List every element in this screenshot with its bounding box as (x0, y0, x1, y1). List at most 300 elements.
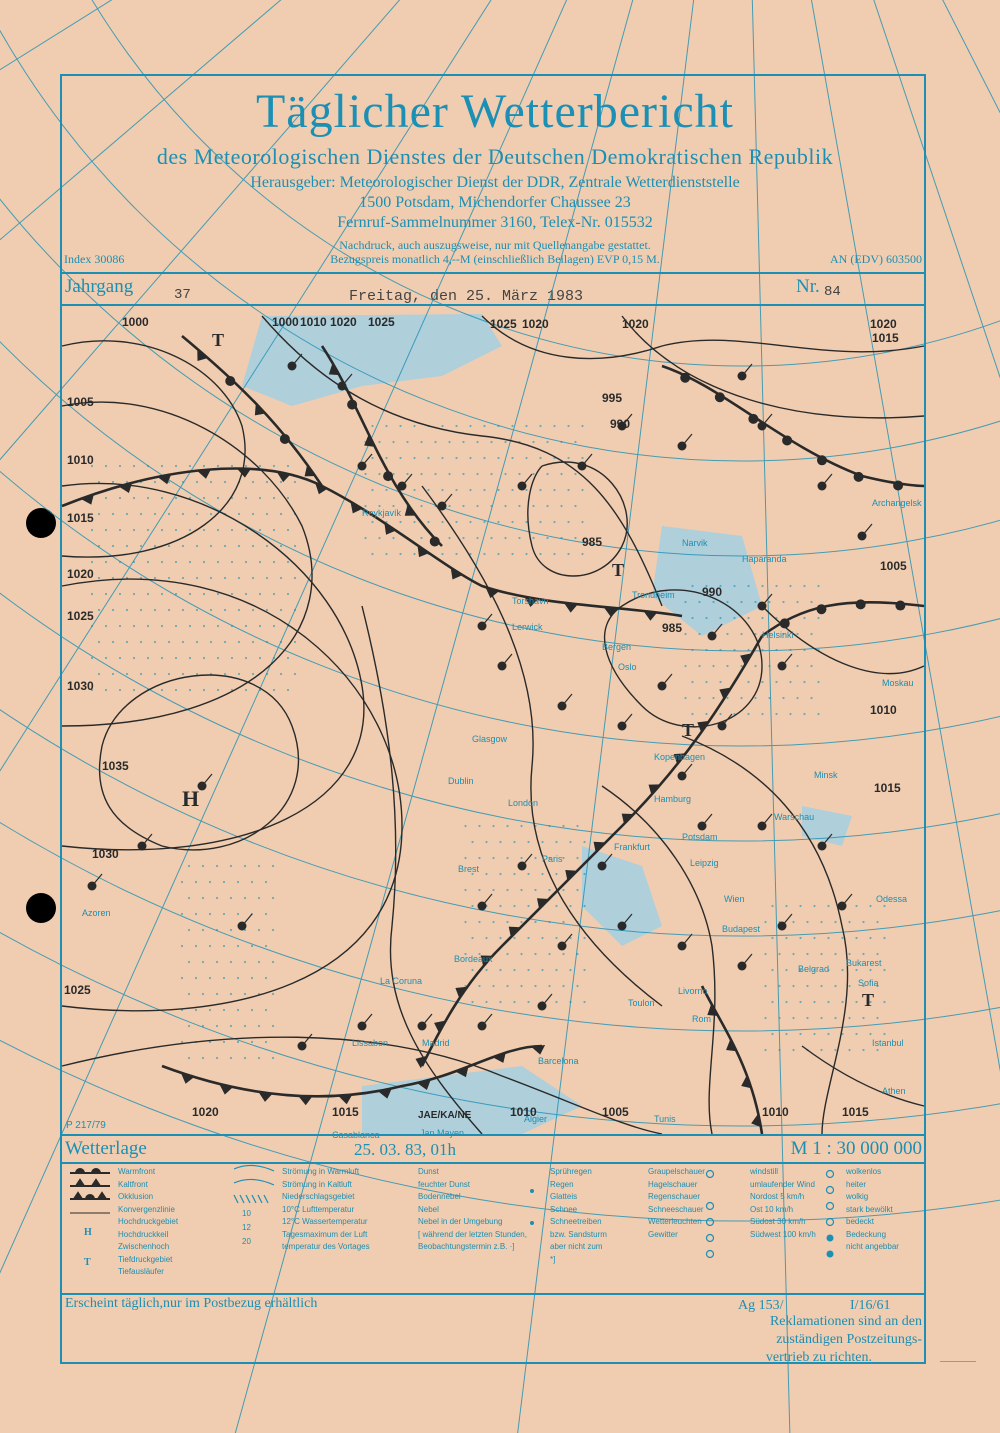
price-notice: Bezugspreis monatlich 4,--M (einschließlich Beilagen) EVP 0,15 M. (330, 252, 660, 266)
precip-dot (112, 609, 114, 611)
precip-dot (161, 689, 163, 691)
precip-dot (876, 1049, 878, 1051)
precip-dot (485, 841, 487, 843)
place-label: Oslo (618, 662, 637, 672)
precip-dot (462, 441, 464, 443)
precip-dot (719, 713, 721, 715)
precip-dot (469, 425, 471, 427)
precip-dot (712, 665, 714, 667)
precip-dot (848, 1017, 850, 1019)
precip-dot (217, 689, 219, 691)
precip-dot (441, 489, 443, 491)
precip-dot (506, 825, 508, 827)
page-title: Täglicher Wetterbericht (255, 85, 734, 138)
precip-dot (848, 921, 850, 923)
precip-dot (455, 553, 457, 555)
precip-dot (581, 489, 583, 491)
precip-dot (471, 1001, 473, 1003)
precip-dot (848, 985, 850, 987)
precip-dot (272, 993, 274, 995)
precip-dot (525, 457, 527, 459)
precip-dot (574, 537, 576, 539)
legend-col3-item: Nebel (418, 1204, 439, 1214)
precip-dot (224, 641, 226, 643)
precip-dot (576, 985, 578, 987)
front-semicircle (895, 601, 905, 611)
precip-dot (105, 561, 107, 563)
precip-dot (569, 905, 571, 907)
precip-dot (203, 465, 205, 467)
precip-dot (126, 673, 128, 675)
precip-dot (273, 625, 275, 627)
precip-dot (548, 953, 550, 955)
precip-dot (133, 625, 135, 627)
precip-dot (883, 1001, 885, 1003)
precip-dot (876, 953, 878, 955)
isobar-label: 1025 (368, 315, 395, 329)
precip-dot (553, 425, 555, 427)
precip-dot (768, 665, 770, 667)
precip-dot (175, 625, 177, 627)
isobar-label: 1000 (122, 315, 149, 329)
precip-dot (252, 673, 254, 675)
precip-dot (560, 537, 562, 539)
precip-dot (789, 681, 791, 683)
precip-dot (237, 977, 239, 979)
legend-col4-item: Schnee (550, 1204, 578, 1214)
isobar-label: 995 (602, 391, 623, 405)
isobar-label: 1020 (522, 317, 549, 331)
precip-dot (258, 929, 260, 931)
edv-number: AN (EDV) 603500 (830, 252, 922, 266)
precip-dot (497, 553, 499, 555)
precip-dot (224, 481, 226, 483)
precip-dot (195, 977, 197, 979)
precip-dot (287, 593, 289, 595)
precip-dot (265, 1009, 267, 1011)
precip-dot (855, 1033, 857, 1035)
precip-dot (560, 441, 562, 443)
punch-hole-bottom (26, 893, 56, 923)
precip-dot (427, 521, 429, 523)
precip-dot (761, 649, 763, 651)
legend-col5-item: Hagelschauer (648, 1179, 698, 1189)
precip-dot (576, 825, 578, 827)
precip-dot (181, 977, 183, 979)
precip-dot (175, 657, 177, 659)
complaint-line-2: zuständigen Postzeitungs- (776, 1332, 922, 1347)
precip-dot (464, 825, 466, 827)
precip-dot (539, 553, 541, 555)
precip-dot (513, 937, 515, 939)
place-label: Lerwick (512, 622, 543, 632)
precip-dot (98, 673, 100, 675)
isobar-label: 1015 (874, 781, 901, 795)
precip-dot (272, 1057, 274, 1059)
precip-dot (91, 657, 93, 659)
precip-dot (520, 825, 522, 827)
place-label: Bukarest (846, 958, 882, 968)
precip-dot (448, 537, 450, 539)
precip-dot (161, 657, 163, 659)
legend-col5-item: Gewitter (648, 1229, 678, 1239)
precip-dot (562, 953, 564, 955)
precip-dot (555, 937, 557, 939)
precip-dot (427, 457, 429, 459)
precip-dot (126, 609, 128, 611)
place-label: Leipzig (690, 858, 719, 868)
precip-dot (490, 537, 492, 539)
precip-dot (476, 505, 478, 507)
precip-dot (799, 937, 801, 939)
precip-dot (799, 1033, 801, 1035)
isobar-label: 990 (702, 585, 723, 599)
precip-dot (244, 865, 246, 867)
precip-dot (238, 673, 240, 675)
precip-dot (778, 985, 780, 987)
precip-dot (265, 881, 267, 883)
isobar-label: 985 (582, 535, 603, 549)
precip-dot (252, 545, 254, 547)
place-label: Livorno (678, 986, 708, 996)
precip-dot (464, 921, 466, 923)
precip-dot (534, 921, 536, 923)
precip-dot (562, 825, 564, 827)
nr-label: Nr. (796, 276, 820, 297)
precip-dot (761, 585, 763, 587)
precip-dot (520, 857, 522, 859)
precip-dot (471, 937, 473, 939)
precip-dot (764, 985, 766, 987)
precip-dot (747, 585, 749, 587)
precip-dot (154, 609, 156, 611)
precip-dot (251, 881, 253, 883)
isobar-label: 1030 (67, 679, 94, 693)
precip-dot (796, 697, 798, 699)
precip-dot (258, 865, 260, 867)
divider-legend-bottom (62, 1293, 924, 1295)
precip-dot (455, 457, 457, 459)
precip-dot (272, 929, 274, 931)
legend-col4-item: Regen (550, 1179, 574, 1189)
precip-dot (462, 473, 464, 475)
complaint-line-3: vertrieb zu richten. (765, 1350, 872, 1365)
precip-dot (280, 545, 282, 547)
legend-col5-item: Graupelschauer (648, 1167, 705, 1176)
precip-dot (195, 913, 197, 915)
precip-dot (740, 697, 742, 699)
precip-dot (527, 905, 529, 907)
precip-dot (161, 625, 163, 627)
precip-dot (464, 857, 466, 859)
place-label: London (508, 798, 539, 808)
precip-dot (569, 969, 571, 971)
precip-dot (803, 585, 805, 587)
precip-dot (490, 441, 492, 443)
precip-dot (161, 561, 163, 563)
precip-dot (244, 993, 246, 995)
precip-dot (378, 537, 380, 539)
isobar-label: 1010 (762, 1105, 789, 1119)
precip-dot (883, 969, 885, 971)
precip-dot (567, 425, 569, 427)
precip-dot (691, 713, 693, 715)
precip-dot (168, 609, 170, 611)
front-semicircle (280, 434, 290, 444)
precip-dot (244, 1025, 246, 1027)
precip-dot (272, 897, 274, 899)
precip-dot (196, 513, 198, 515)
precip-dot (497, 457, 499, 459)
precip-dot (813, 1001, 815, 1003)
precip-dot (560, 473, 562, 475)
precip-dot (216, 1057, 218, 1059)
legend-col3-item: Beobachtungstermin z.B. ·] (418, 1242, 515, 1251)
place-label: Hamburg (654, 794, 692, 804)
precip-dot (754, 697, 756, 699)
precip-dot (287, 497, 289, 499)
precip-dot (560, 505, 562, 507)
precip-dot (223, 881, 225, 883)
precip-dot (534, 953, 536, 955)
place-label: Bergen (602, 642, 632, 652)
precip-dot (196, 609, 198, 611)
precip-dot (761, 713, 763, 715)
precip-dot (778, 953, 780, 955)
precip-dot (546, 505, 548, 507)
precip-dot (855, 937, 857, 939)
isobar-label: 1010 (510, 1105, 537, 1119)
precip-dot (520, 953, 522, 955)
precip-dot (231, 657, 233, 659)
precip-dot (231, 625, 233, 627)
precip-dot (294, 641, 296, 643)
precip-dot (203, 497, 205, 499)
isobar-label: 1020 (330, 315, 357, 329)
legend-col7-item: Bedeckung (846, 1229, 887, 1239)
isobar-label: 1030 (92, 847, 119, 861)
precip-dot (259, 465, 261, 467)
precip-dot (217, 593, 219, 595)
precip-dot (154, 545, 156, 547)
precip-dot (789, 713, 791, 715)
precip-dot (513, 873, 515, 875)
precip-dot (399, 521, 401, 523)
precip-dot (775, 681, 777, 683)
precip-dot (569, 841, 571, 843)
place-label: Budapest (722, 924, 761, 934)
precip-dot (265, 913, 267, 915)
precip-dot (202, 929, 204, 931)
isobar-label: 1020 (622, 317, 649, 331)
precip-dot (576, 953, 578, 955)
precip-dot (684, 633, 686, 635)
precip-dot (740, 633, 742, 635)
legend-col4-item: aber nicht zum (550, 1242, 603, 1251)
precip-dot (691, 681, 693, 683)
legend-col7-item: wolkenlos (846, 1167, 882, 1176)
place-label: Sofia (858, 978, 879, 988)
precip-dot (548, 889, 550, 891)
precip-dot (726, 633, 728, 635)
precip-dot (726, 665, 728, 667)
legend-col3-item: Bodennebel (418, 1192, 461, 1201)
precip-dot (834, 921, 836, 923)
precip-dot (827, 937, 829, 939)
precip-dot (499, 841, 501, 843)
precip-dot (862, 921, 864, 923)
precip-dot (182, 577, 184, 579)
legend-col7-item: heiter (846, 1179, 867, 1189)
precip-dot (140, 673, 142, 675)
precip-dot (684, 601, 686, 603)
legend-col2-item: temperatur des Vortages (282, 1242, 370, 1251)
precip-dot (119, 465, 121, 467)
precip-dot (364, 473, 366, 475)
precip-dot (245, 689, 247, 691)
precip-dot (202, 865, 204, 867)
precip-dot (251, 977, 253, 979)
precip-dot (771, 937, 773, 939)
precip-dot (272, 1025, 274, 1027)
precip-dot (294, 545, 296, 547)
precip-dot (785, 969, 787, 971)
precip-dot (478, 985, 480, 987)
precip-dot (555, 1001, 557, 1003)
precip-dot (506, 921, 508, 923)
precip-dot (848, 953, 850, 955)
precip-dot (266, 609, 268, 611)
precip-dot (562, 857, 564, 859)
place-label: Minsk (814, 770, 838, 780)
precip-dot (441, 553, 443, 555)
precip-dot (834, 1049, 836, 1051)
precip-dot (827, 1001, 829, 1003)
precip-dot (471, 969, 473, 971)
precip-dot (820, 921, 822, 923)
precip-dot (126, 545, 128, 547)
precip-dot (883, 905, 885, 907)
precip-dot (511, 489, 513, 491)
precip-dot (105, 625, 107, 627)
legend-col7-item: nicht angebbar (846, 1242, 899, 1251)
precip-dot (188, 929, 190, 931)
precip-dot (188, 993, 190, 995)
precip-dot (182, 673, 184, 675)
precip-dot (112, 481, 114, 483)
precip-dot (154, 641, 156, 643)
precip-dot (792, 1049, 794, 1051)
precip-dot (273, 529, 275, 531)
precip-dot (841, 969, 843, 971)
low-pressure-label: T (612, 560, 625, 580)
isobar-label: 1015 (842, 1105, 869, 1119)
legend-col1-item: Okklusion (118, 1192, 154, 1201)
precip-dot (119, 657, 121, 659)
place-label: Odessa (876, 894, 908, 904)
precip-dot (196, 641, 198, 643)
precip-dot (251, 945, 253, 947)
precip-dot (217, 561, 219, 563)
precip-dot (238, 513, 240, 515)
place-label: Wien (724, 894, 745, 904)
precip-dot (273, 689, 275, 691)
precip-dot (294, 577, 296, 579)
precip-dot (392, 537, 394, 539)
precip-dot (112, 545, 114, 547)
precip-dot (258, 1025, 260, 1027)
precip-dot (273, 465, 275, 467)
place-label: Trondheim (632, 590, 675, 600)
precip-dot (385, 489, 387, 491)
precip-dot (462, 537, 464, 539)
precip-dot (91, 561, 93, 563)
precip-dot (175, 689, 177, 691)
precip-dot (775, 585, 777, 587)
precip-dot (499, 937, 501, 939)
precip-dot (399, 425, 401, 427)
precip-dot (238, 577, 240, 579)
precip-dot (478, 825, 480, 827)
precip-dot (216, 1025, 218, 1027)
precip-dot (196, 577, 198, 579)
precip-dot (231, 465, 233, 467)
precip-dot (492, 985, 494, 987)
isobar-label: 1010 (300, 315, 327, 329)
precip-dot (583, 1001, 585, 1003)
publisher-line: Herausgeber: Meteorologischer Dienst der DDR, Zentrale Wetterdienststelle (250, 174, 740, 191)
precip-dot (119, 561, 121, 563)
precip-dot (223, 913, 225, 915)
precip-dot (189, 593, 191, 595)
precip-dot (712, 697, 714, 699)
precip-dot (252, 577, 254, 579)
precip-dot (810, 601, 812, 603)
precip-dot (259, 497, 261, 499)
precip-dot (224, 609, 226, 611)
precip-dot (230, 961, 232, 963)
legend-col2-item: Tagesmaximum der Luft (282, 1229, 368, 1239)
precip-dot (413, 457, 415, 459)
precip-dot (548, 921, 550, 923)
precip-dot (476, 441, 478, 443)
precip-dot (796, 633, 798, 635)
precip-dot (497, 425, 499, 427)
precip-dot (492, 889, 494, 891)
precip-dot (574, 441, 576, 443)
precip-dot (583, 905, 585, 907)
precip-dot (820, 953, 822, 955)
precip-dot (175, 465, 177, 467)
precip-dot (478, 857, 480, 859)
front-semicircle (856, 599, 866, 609)
precip-dot (210, 513, 212, 515)
precip-dot (539, 457, 541, 459)
legend-col5-item: Regenschauer (648, 1192, 701, 1201)
legend-col3-item: [ während der letzten Stunden, (418, 1229, 527, 1239)
precip-dot (154, 513, 156, 515)
precip-dot (202, 961, 204, 963)
precip-dot (490, 473, 492, 475)
precip-dot (203, 593, 205, 595)
legend-col7-item: wolkig (846, 1192, 869, 1201)
legend-col1-item: Hochdruckgebiet (118, 1217, 179, 1226)
precip-dot (817, 681, 819, 683)
precip-dot (817, 713, 819, 715)
precip-dot (841, 1001, 843, 1003)
precip-dot (133, 529, 135, 531)
precip-dot (764, 921, 766, 923)
